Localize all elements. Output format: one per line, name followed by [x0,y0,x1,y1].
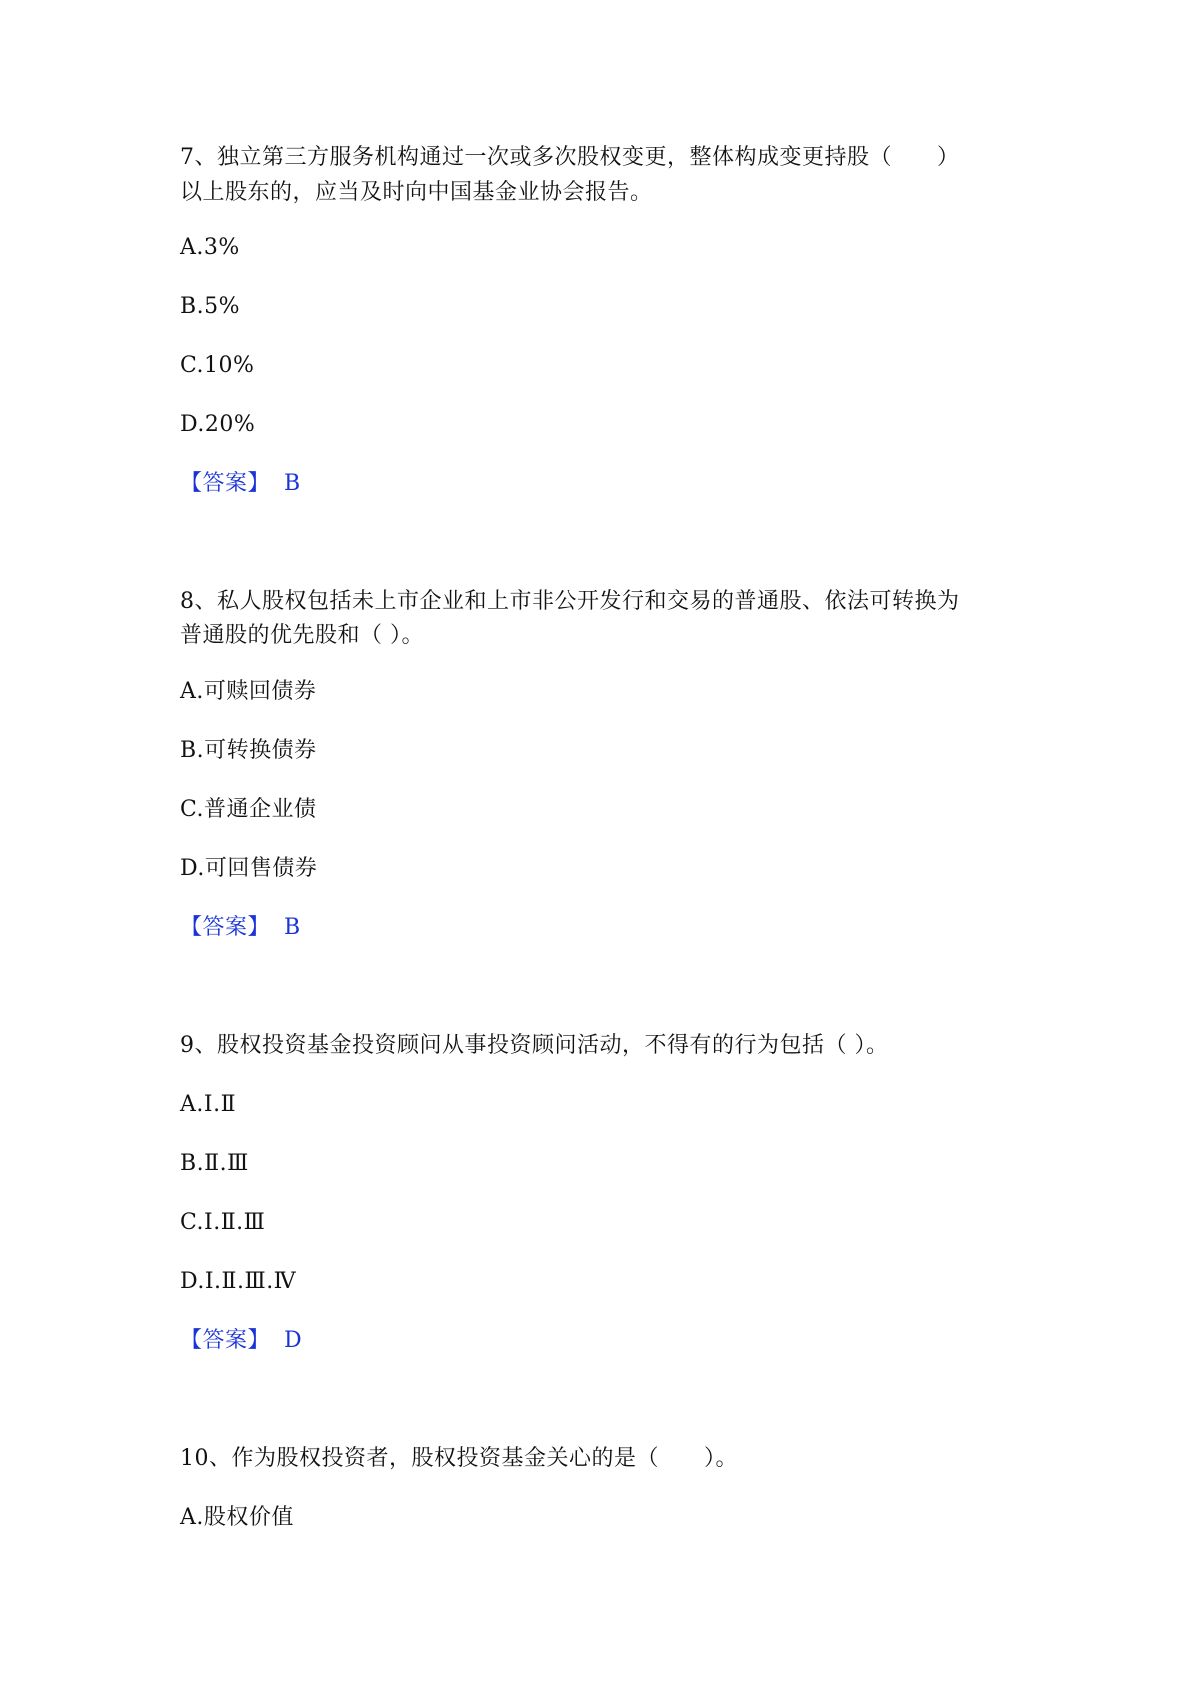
answer-label: 【答案】 [180,915,271,940]
question-9-answer [180,1326,302,1356]
question-7-stem-line-1: 7、独立第三方服务机构通过一次或多次股权变更，整体构成变更持股（ ） [180,145,960,170]
answer-label: 【答案】 [180,1328,271,1353]
answer-value: B [284,915,301,940]
answer-value: D [284,1328,303,1353]
answer-label: 【答案】 [180,471,271,496]
question-7-option-c: C.10% [180,353,255,378]
answer-value: B [284,471,301,496]
question-7-option-b: B.5% [180,294,241,319]
question-8-answer [180,913,301,943]
question-9-option-b: B.Ⅱ.Ⅲ [180,1151,249,1176]
question-7-option-d: D.20% [180,412,256,437]
question-8-stem-line-1: 8、私人股权包括未上市企业和上市非公开发行和交易的普通股、依法可转换为 [180,589,960,614]
question-10-option-a: A.股权价值 [180,1505,294,1530]
question-10-stem-line-1: 10、作为股权投资者，股权投资基金关心的是（ ）。 [180,1446,738,1471]
question-7-stem-line-2: 以上股东的，应当及时向中国基金业协会报告。 [180,180,653,205]
question-7-option-a: A.3% [180,235,240,260]
question-9-option-a: A.Ⅰ.Ⅱ [180,1092,237,1117]
question-8-option-d: D.可回售债券 [180,856,318,881]
question-8-option-a: A.可赎回债券 [180,679,317,704]
question-9-option-d: D.Ⅰ.Ⅱ.Ⅲ.Ⅳ [180,1269,297,1294]
question-8-option-c: C.普通企业债 [180,797,317,822]
question-9-stem-line-1: 9、股权投资基金投资顾问从事投资顾问活动，不得有的行为包括（ ）。 [180,1033,889,1058]
question-7-answer [180,469,301,499]
question-8-stem-line-2: 普通股的优先股和（ ）。 [180,623,424,648]
question-8-option-b: B.可转换债券 [180,738,317,763]
question-9-option-c: C.Ⅰ.Ⅱ.Ⅲ [180,1210,266,1235]
